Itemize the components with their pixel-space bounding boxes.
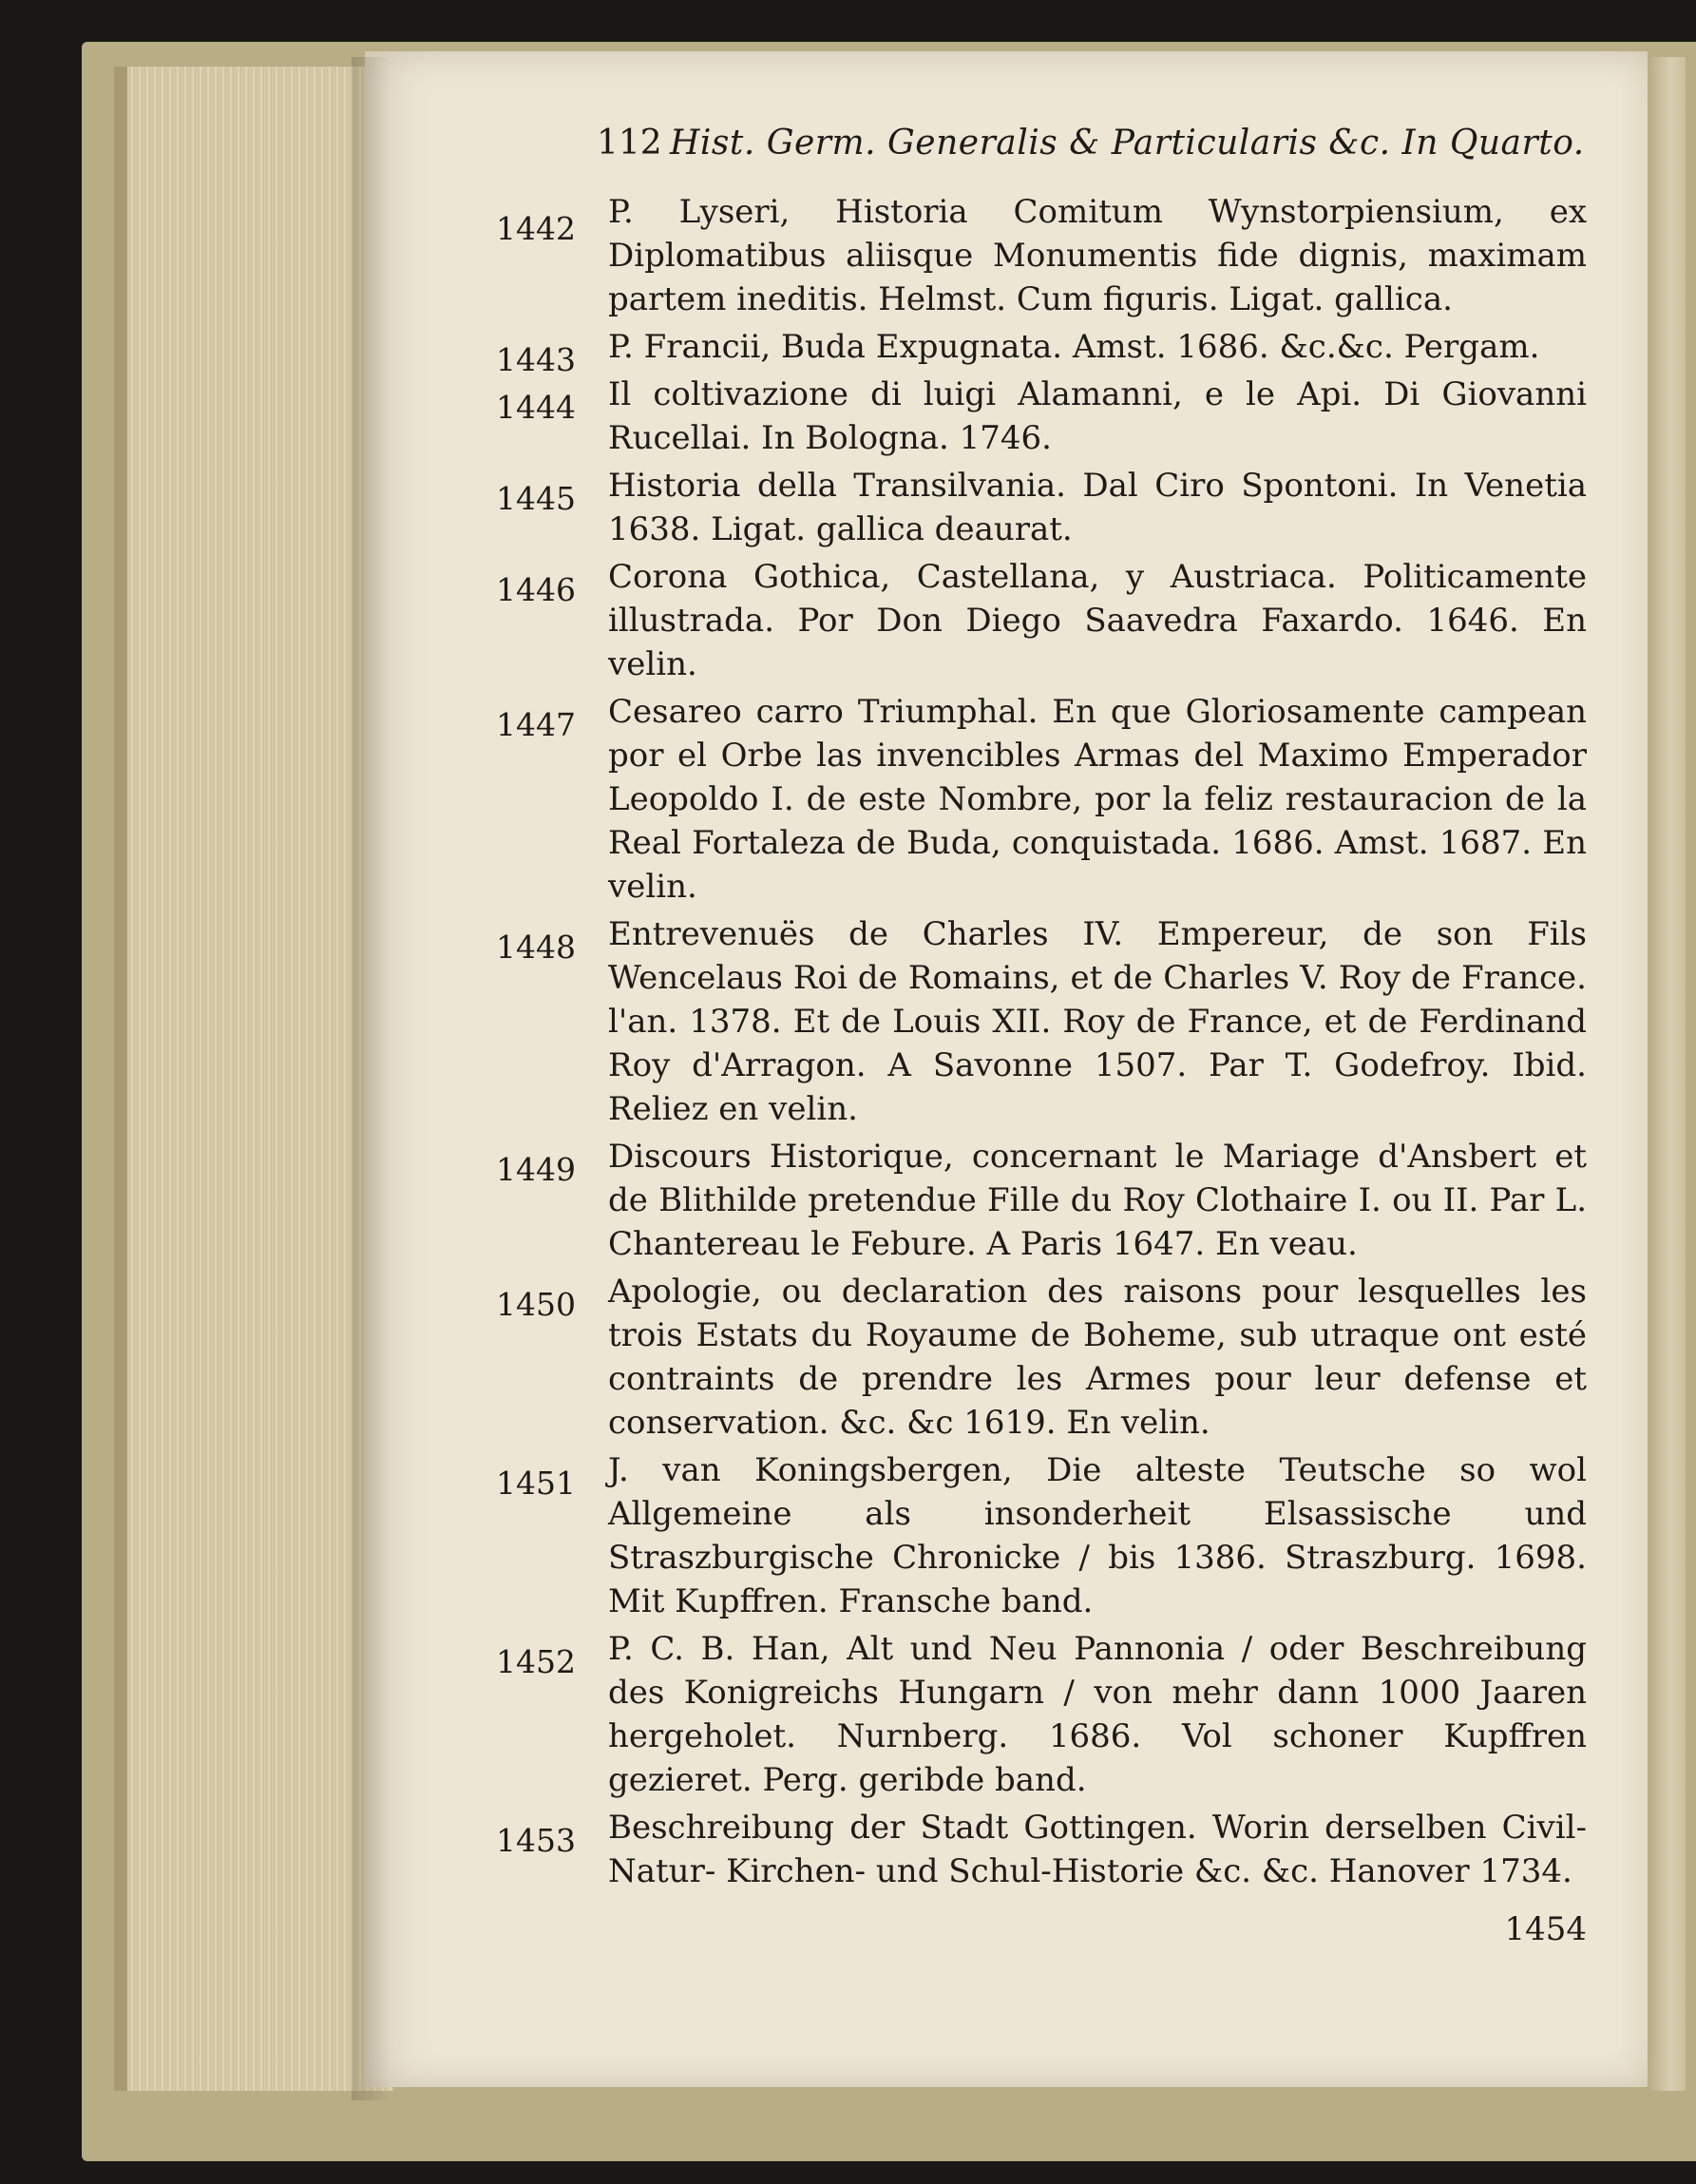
gutter-shadow (352, 57, 390, 2100)
catalog-entry (496, 1806, 1587, 1893)
catalog-entry (496, 1270, 1587, 1445)
entry-number: 1449 (496, 1151, 576, 1188)
catalog-entry (496, 373, 1587, 460)
entry-text: J. van Koningsbergen, Die alteste Teutsche so wol Allgemeine als insonderheit Elsassische und Straszburgische Chronicke / bis 1386. Straszburg. 1698. Mit Kupffren. Fransche band. (608, 1451, 1587, 1620)
entry-text: P. Francii, Buda Expugnata. Amst. 1686. &c.&c. Pergam. (608, 328, 1540, 366)
entry-text: Discours Historique, concernant le Mariage d'Ansbert et de Blithilde pretendue Fille du Roy Clothaire I. ou II. Par L. Chantereau le Febure. A Paris 1647. En veau. (608, 1138, 1587, 1263)
entry-number: 1448 (496, 929, 576, 966)
entry-number: 1450 (496, 1286, 576, 1323)
entry-number: 1443 (496, 341, 576, 378)
catalog-entry (496, 912, 1587, 1131)
entry-number: 1444 (496, 389, 576, 426)
catalog-entry (496, 1627, 1587, 1802)
entry-number: 1447 (496, 706, 576, 743)
page-content (496, 124, 1587, 1948)
entry-number: 1451 (496, 1465, 576, 1502)
catalog-entry (496, 190, 1587, 321)
catalog-entry (496, 464, 1587, 551)
page-number: 112 (597, 124, 662, 163)
running-head (597, 124, 1587, 190)
catalog-entry (496, 1448, 1587, 1623)
entry-text: P. Lyseri, Historia Comitum Wynstorpiensium, ex Diplomatibus aliisque Monumentis fide dignis, maximam partem ineditis. Helmst. Cum figuris. Ligat. gallica. (608, 193, 1587, 318)
catalog-entry (496, 690, 1587, 909)
running-title: Hist. Germ. Generalis & Particularis &c. In Quarto. (670, 124, 1585, 163)
facing-page-edge (1648, 57, 1686, 2091)
entry-text: Beschreibung der Stadt Gottingen. Worin derselben Civil- Natur- Kirchen- und Schul-Historie &c. &c. Hanover 1734. (608, 1809, 1587, 1890)
entry-text: Apologie, ou declaration des raisons pour lesquelles les trois Estats du Royaume de Boheme, sub utraque ont esté contraints de prendre les Armes pour leur defense et conservation. &c. &c 1619. En velin. (608, 1273, 1587, 1442)
entry-text: Historia della Transilvania. Dal Ciro Spontoni. In Venetia 1638. Ligat. gallica deaurat. (608, 467, 1587, 548)
entry-number: 1445 (496, 480, 576, 517)
entry-text: Il coltivazione di luigi Alamanni, e le Api. Di Giovanni Rucellai. In Bologna. 1746. (608, 375, 1587, 457)
catchword: 1454 (1504, 1910, 1587, 1948)
entry-text: P. C. B. Han, Alt und Neu Pannonia / oder Beschreibung des Konigreichs Hungarn / von mehr dann 1000 Jaaren hergeholet. Nurnberg. 1686. Vol schoner Kupffren gezieret. Perg. geribde band. (608, 1630, 1587, 1799)
entry-number: 1442 (496, 210, 576, 247)
catalog-entry (496, 555, 1587, 686)
entry-text: Cesareo carro Triumphal. En que Gloriosamente campean por el Orbe las invencibles Armas del Maximo Emperador Leopoldo I. de este Nombre, por la feliz restauracion de la Real Fortaleza de Buda, conquistada. 1686. Amst. 1687. En velin. (608, 693, 1587, 906)
entry-text: Entrevenuës de Charles IV. Empereur, de son Fils Wencelaus Roi de Romains, et de Charles V. Roy de France. l'an. 1378. Et de Louis XII. Roy de France, et de Ferdinand Roy d'Arragon. A Savonne 1507. Par T. Godefroy. Ibid. Reliez en velin. (608, 915, 1587, 1128)
entry-text: Corona Gothica, Castellana, y Austriaca. Politicamente illustrada. Por Don Diego Saavedra Faxardo. 1646. En velin. (608, 558, 1587, 683)
catalog-entry (496, 325, 1587, 378)
entry-number: 1452 (496, 1643, 576, 1680)
entry-number: 1453 (496, 1822, 576, 1859)
catalog-entry (496, 1135, 1587, 1266)
entry-number: 1446 (496, 571, 576, 608)
